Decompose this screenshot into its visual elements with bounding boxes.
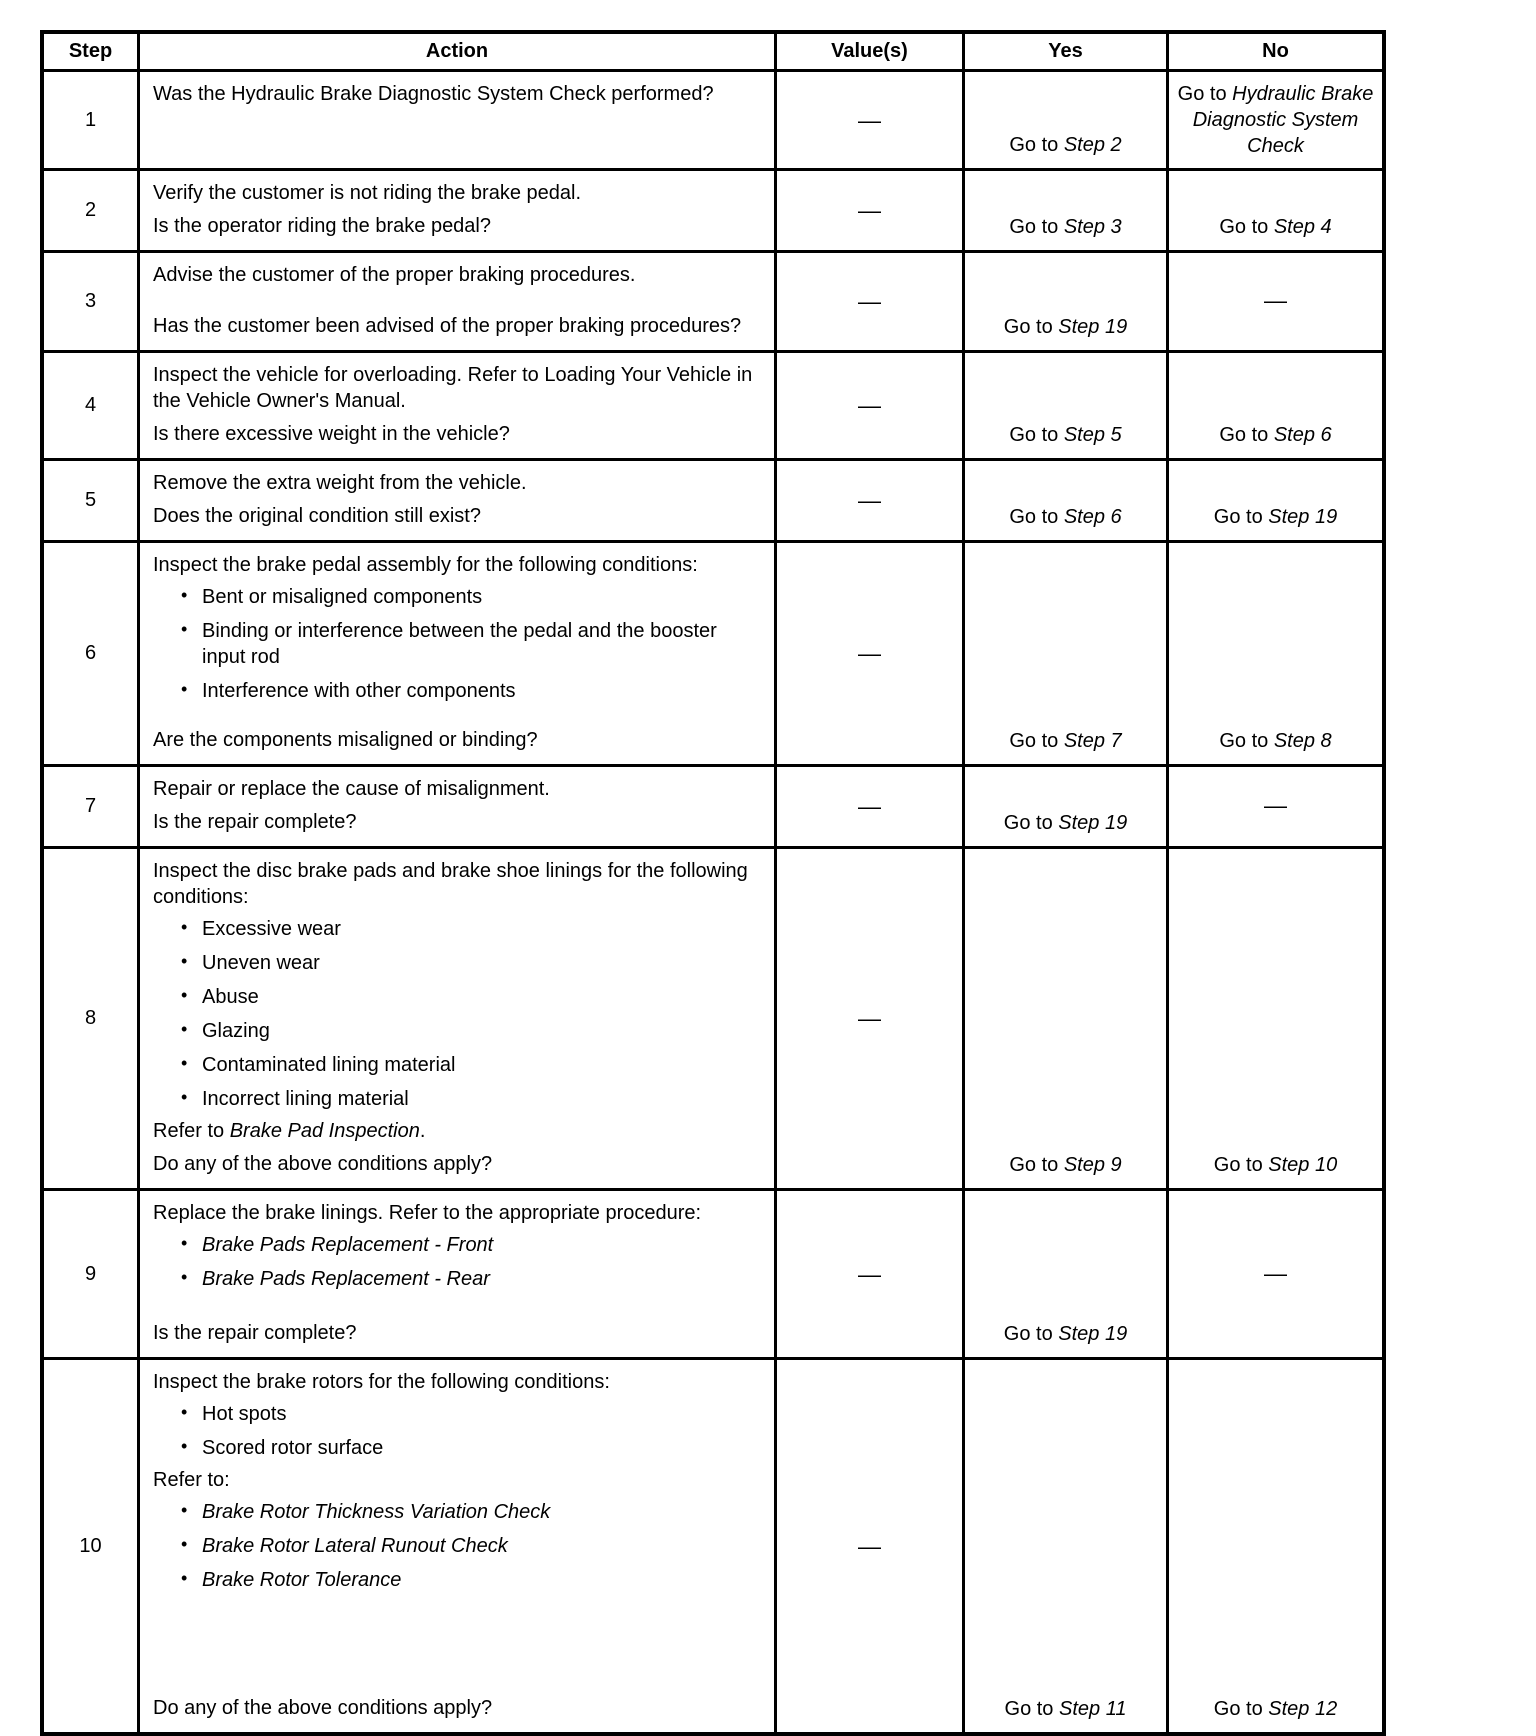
action-cell bbox=[137, 543, 774, 764]
yes-text bbox=[1009, 132, 1121, 158]
action-question bbox=[153, 416, 762, 447]
value-text bbox=[858, 107, 881, 134]
step-cell bbox=[44, 543, 137, 764]
step-number: 9 bbox=[84, 1262, 97, 1285]
values-cell bbox=[774, 849, 962, 1188]
text-segment: Go to bbox=[1003, 316, 1059, 338]
no-cell bbox=[1166, 1360, 1382, 1732]
step-cell bbox=[44, 353, 137, 458]
table-row bbox=[44, 764, 1382, 846]
action-bullet bbox=[181, 1401, 762, 1427]
bullet-text bbox=[202, 950, 762, 976]
action-question bbox=[153, 1146, 762, 1177]
table-row bbox=[44, 540, 1382, 764]
action-cell bbox=[137, 461, 774, 540]
step-cell bbox=[44, 461, 137, 540]
step-cell bbox=[44, 767, 137, 846]
bullet-icon: • bbox=[181, 1267, 188, 1287]
text-segment: Uneven wear bbox=[202, 952, 320, 974]
text-segment: Interference with other components bbox=[202, 680, 516, 702]
italic-text-segment: Brake Pads Replacement - Rear bbox=[202, 1268, 490, 1290]
bullet-text bbox=[202, 618, 762, 670]
action-question bbox=[153, 1315, 762, 1346]
text-segment: Do any of the above conditions apply? bbox=[153, 1697, 493, 1719]
text-segment: Is the repair complete? bbox=[153, 1322, 357, 1344]
no-text bbox=[1219, 214, 1331, 240]
yes-cell bbox=[962, 1360, 1166, 1732]
no-cell bbox=[1166, 72, 1382, 168]
values-cell bbox=[774, 1360, 962, 1732]
action-text bbox=[153, 858, 762, 910]
no-cell bbox=[1166, 461, 1382, 540]
yes-cell bbox=[962, 72, 1166, 168]
values-cell bbox=[774, 72, 962, 168]
value-text bbox=[858, 392, 881, 419]
text-segment: Does the original condition still exist? bbox=[153, 505, 481, 527]
text-segment: — bbox=[858, 793, 881, 819]
action-cell bbox=[137, 1191, 774, 1357]
action-question bbox=[153, 498, 762, 529]
text-segment: — bbox=[858, 1532, 881, 1559]
step-number: 1 bbox=[84, 108, 97, 131]
text-segment: Inspect the disc brake pads and brake shoe linings for the following conditions: bbox=[153, 860, 748, 908]
action-question bbox=[153, 804, 762, 835]
italic-text-segment: Step 6 bbox=[1063, 506, 1122, 528]
text-segment: Go to bbox=[1177, 82, 1233, 105]
values-cell bbox=[774, 1191, 962, 1357]
action-question bbox=[153, 308, 762, 339]
yes-cell bbox=[962, 1191, 1166, 1357]
action-text bbox=[153, 1118, 762, 1144]
italic-text-segment: Step 2 bbox=[1063, 134, 1122, 156]
italic-text-segment: Step 11 bbox=[1059, 1698, 1127, 1720]
action-bullet bbox=[181, 1232, 762, 1258]
action-text bbox=[153, 1200, 762, 1226]
bullet-text bbox=[202, 1266, 762, 1292]
action-question bbox=[153, 722, 762, 753]
action-bullet bbox=[181, 916, 762, 942]
italic-text-segment: Step 19 bbox=[1058, 812, 1128, 834]
bullet-text bbox=[202, 1567, 762, 1593]
step-cell bbox=[44, 1191, 137, 1357]
text-segment: Go to bbox=[1009, 506, 1064, 528]
action-cell bbox=[137, 253, 774, 350]
italic-text-segment: Step 7 bbox=[1063, 730, 1122, 752]
no-cell bbox=[1166, 171, 1382, 250]
text-segment: Go to bbox=[1213, 1698, 1269, 1720]
italic-text-segment: Step 10 bbox=[1268, 1154, 1338, 1176]
italic-text-segment: Brake Rotor Lateral Runout Check bbox=[202, 1535, 508, 1557]
bullet-icon: • bbox=[181, 1053, 188, 1073]
action-bullet bbox=[181, 1086, 762, 1112]
bullet-icon: • bbox=[181, 1568, 188, 1588]
action-bullet bbox=[181, 678, 762, 704]
table-row bbox=[44, 1188, 1382, 1357]
no-text bbox=[1214, 1696, 1337, 1722]
values-cell bbox=[774, 253, 962, 350]
value-text bbox=[858, 1261, 881, 1288]
no-text bbox=[1219, 728, 1331, 754]
yes-text bbox=[1009, 504, 1121, 530]
action-text bbox=[153, 81, 762, 107]
value-text bbox=[858, 487, 881, 514]
italic-text-segment: Brake Pad Inspection bbox=[229, 1120, 420, 1142]
bullet-icon: • bbox=[181, 1402, 188, 1422]
step-number: 4 bbox=[84, 394, 97, 416]
text-segment: Refer to bbox=[153, 1120, 230, 1142]
header-action bbox=[137, 34, 774, 69]
yes-text bbox=[1009, 422, 1121, 448]
bullet-icon: • bbox=[181, 1019, 188, 1039]
text-segment: — bbox=[858, 487, 881, 513]
no-text bbox=[1264, 791, 1287, 821]
text-segment: Contaminated lining material bbox=[202, 1054, 456, 1076]
value-text bbox=[858, 197, 881, 224]
italic-text-segment: Step 6 bbox=[1273, 424, 1332, 446]
bullet-text bbox=[202, 1499, 762, 1525]
values-cell bbox=[774, 543, 962, 764]
yes-text bbox=[1009, 1152, 1121, 1178]
text-segment: Inspect the brake pedal assembly for the following conditions: bbox=[153, 554, 698, 576]
text-segment: Excessive wear bbox=[202, 918, 341, 940]
no-cell bbox=[1166, 353, 1382, 458]
step-cell bbox=[44, 171, 137, 250]
text-segment: Refer to: bbox=[153, 1469, 230, 1491]
table-row bbox=[44, 846, 1382, 1188]
italic-text-segment: Step 19 bbox=[1058, 316, 1128, 338]
text-segment: Go to bbox=[1213, 506, 1269, 528]
action-cell bbox=[137, 849, 774, 1188]
bullet-icon: • bbox=[181, 585, 188, 605]
text-segment: — bbox=[858, 106, 881, 133]
bullet-text bbox=[202, 1401, 762, 1427]
text-segment: Advise the customer of the proper braking procedures. bbox=[153, 264, 636, 286]
text-segment: Go to bbox=[1009, 134, 1064, 156]
text-segment: Verify the customer is not riding the brake pedal. bbox=[153, 182, 582, 204]
text-segment: Remove the extra weight from the vehicle. bbox=[153, 472, 527, 494]
text-segment: Inspect the brake rotors for the following conditions: bbox=[153, 1371, 610, 1393]
action-bullet bbox=[181, 1533, 762, 1559]
values-cell bbox=[774, 171, 962, 250]
diagnostic-table bbox=[40, 30, 1386, 1736]
text-segment: Binding or interference between the pedal and the booster input rod bbox=[202, 620, 717, 668]
yes-text bbox=[1004, 810, 1127, 836]
no-text bbox=[1214, 1152, 1337, 1178]
step-number: 7 bbox=[84, 795, 97, 817]
text-segment: Go to bbox=[1003, 1323, 1059, 1345]
italic-text-segment: Step 19 bbox=[1268, 506, 1338, 528]
italic-text-segment: Step 8 bbox=[1273, 730, 1332, 752]
italic-text-segment: Brake Rotor Thickness Variation Check bbox=[202, 1501, 551, 1523]
text-segment: — bbox=[1264, 287, 1287, 314]
step-number: 8 bbox=[84, 1007, 97, 1029]
header-yes-label: Yes bbox=[1048, 40, 1083, 62]
text-segment: Go to bbox=[1009, 730, 1064, 752]
no-text bbox=[1214, 504, 1337, 530]
text-segment: Is the repair complete? bbox=[153, 811, 357, 833]
bullet-icon: • bbox=[181, 679, 188, 699]
no-text bbox=[1264, 286, 1287, 316]
text-segment: — bbox=[858, 288, 881, 314]
action-text bbox=[153, 1467, 762, 1493]
header-action-label: Action bbox=[425, 40, 489, 62]
italic-text-segment: Step 3 bbox=[1063, 216, 1122, 238]
step-number: 5 bbox=[84, 489, 97, 511]
step-cell bbox=[44, 72, 137, 168]
action-text bbox=[153, 362, 762, 414]
yes-cell bbox=[962, 543, 1166, 764]
table-row bbox=[44, 69, 1382, 168]
values-cell bbox=[774, 767, 962, 846]
bullet-text bbox=[202, 678, 762, 704]
action-text bbox=[153, 776, 762, 802]
step-number: 10 bbox=[79, 1534, 102, 1557]
action-cell bbox=[137, 353, 774, 458]
no-cell bbox=[1166, 543, 1382, 764]
bullet-icon: • bbox=[181, 1436, 188, 1456]
text-segment: Incorrect lining material bbox=[202, 1088, 409, 1110]
value-text bbox=[858, 1005, 881, 1032]
bullet-text bbox=[202, 916, 762, 942]
italic-text-segment: Step 19 bbox=[1058, 1323, 1128, 1345]
action-text bbox=[153, 1369, 762, 1395]
action-bullet bbox=[181, 950, 762, 976]
text-segment: Bent or misaligned components bbox=[202, 586, 483, 608]
action-bullet bbox=[181, 1018, 762, 1044]
no-text bbox=[1264, 1259, 1287, 1289]
text-segment: — bbox=[1264, 1259, 1287, 1286]
yes-text bbox=[1004, 314, 1127, 340]
text-segment: — bbox=[858, 640, 881, 666]
text-segment: Replace the brake linings. Refer to the appropriate procedure: bbox=[153, 1202, 702, 1224]
action-cell bbox=[137, 72, 774, 168]
step-number: 2 bbox=[84, 199, 97, 221]
text-segment: — bbox=[858, 1260, 881, 1287]
text-segment: Abuse bbox=[202, 986, 259, 1008]
bullet-text bbox=[202, 1018, 762, 1044]
bullet-icon: • bbox=[181, 951, 188, 971]
action-bullet bbox=[181, 1435, 762, 1461]
no-cell bbox=[1166, 767, 1382, 846]
step-number: 3 bbox=[84, 290, 97, 312]
italic-text-segment: Hydraulic Brake Diagnostic System Check bbox=[1192, 82, 1374, 157]
action-question bbox=[153, 1690, 762, 1721]
text-segment: Repair or replace the cause of misalignment. bbox=[153, 778, 550, 800]
text-segment: Was the Hydraulic Brake Diagnostic System Check performed? bbox=[153, 83, 714, 105]
table-row bbox=[44, 350, 1382, 458]
action-text bbox=[153, 552, 762, 578]
header-no-label: No bbox=[1262, 40, 1289, 62]
yes-text bbox=[1009, 728, 1121, 754]
bullet-icon: • bbox=[181, 917, 188, 937]
value-text bbox=[858, 793, 881, 820]
action-bullet bbox=[181, 1567, 762, 1593]
header-values bbox=[774, 34, 962, 69]
yes-cell bbox=[962, 253, 1166, 350]
values-cell bbox=[774, 353, 962, 458]
header-step-label: Step bbox=[68, 40, 113, 62]
yes-cell bbox=[962, 353, 1166, 458]
text-segment: Go to bbox=[1004, 1698, 1059, 1720]
text-segment: Do any of the above conditions apply? bbox=[153, 1153, 493, 1175]
bullet-text bbox=[202, 584, 762, 610]
bullet-text bbox=[202, 1086, 762, 1112]
bullet-icon: • bbox=[181, 1233, 188, 1253]
header-values-label: Value(s) bbox=[831, 40, 908, 62]
text-segment: Go to bbox=[1009, 424, 1064, 446]
yes-text bbox=[1004, 1321, 1127, 1347]
text-segment: — bbox=[858, 197, 881, 223]
value-text bbox=[858, 640, 881, 667]
text-segment: Inspect the vehicle for overloading. Refer to Loading Your Vehicle in the Vehicle Owner's Manual. bbox=[153, 364, 753, 412]
no-text bbox=[1176, 81, 1375, 159]
yes-cell bbox=[962, 461, 1166, 540]
action-cell bbox=[137, 767, 774, 846]
text-segment: Go to bbox=[1219, 424, 1274, 446]
header-no bbox=[1166, 34, 1382, 69]
table-header-row bbox=[44, 34, 1382, 69]
italic-text-segment: Brake Pads Replacement - Front bbox=[202, 1234, 494, 1256]
bullet-text bbox=[202, 984, 762, 1010]
bullet-icon: • bbox=[181, 1500, 188, 1520]
text-segment: Has the customer been advised of the proper braking procedures? bbox=[153, 315, 742, 337]
no-cell bbox=[1166, 1191, 1382, 1357]
action-text bbox=[153, 180, 762, 206]
text-segment: Go to bbox=[1219, 216, 1274, 238]
italic-text-segment: Brake Rotor Tolerance bbox=[202, 1569, 402, 1591]
table-row bbox=[44, 250, 1382, 350]
action-bullet bbox=[181, 984, 762, 1010]
value-text bbox=[858, 288, 881, 315]
text-segment: Are the components misaligned or binding? bbox=[153, 729, 538, 751]
table-row bbox=[44, 1357, 1382, 1732]
text-segment: — bbox=[858, 1005, 881, 1031]
text-segment: Go to bbox=[1213, 1154, 1269, 1176]
action-bullet bbox=[181, 584, 762, 610]
header-yes bbox=[962, 34, 1166, 69]
text-segment: . bbox=[419, 1120, 426, 1142]
step-number: 6 bbox=[84, 642, 97, 664]
text-segment: Hot spots bbox=[202, 1403, 287, 1425]
action-cell bbox=[137, 171, 774, 250]
table-row bbox=[44, 458, 1382, 540]
bullet-text bbox=[202, 1533, 762, 1559]
yes-cell bbox=[962, 849, 1166, 1188]
text-segment: Is the operator riding the brake pedal? bbox=[153, 215, 491, 237]
text-segment: — bbox=[1264, 792, 1287, 819]
text-segment: Scored rotor surface bbox=[202, 1437, 384, 1459]
step-cell bbox=[44, 253, 137, 350]
bullet-icon: • bbox=[181, 1534, 188, 1554]
yes-cell bbox=[962, 767, 1166, 846]
text-segment: Go to bbox=[1003, 812, 1059, 834]
yes-text bbox=[1005, 1696, 1127, 1722]
values-cell bbox=[774, 461, 962, 540]
italic-text-segment: Step 4 bbox=[1273, 216, 1332, 238]
table-row bbox=[44, 168, 1382, 250]
action-text bbox=[153, 470, 762, 496]
header-step bbox=[44, 34, 137, 69]
yes-text bbox=[1009, 214, 1121, 240]
text-segment: Glazing bbox=[202, 1020, 270, 1042]
no-cell bbox=[1166, 253, 1382, 350]
value-text bbox=[858, 1533, 881, 1560]
text-segment: Go to bbox=[1219, 730, 1274, 752]
action-bullet bbox=[181, 1266, 762, 1292]
bullet-text bbox=[202, 1435, 762, 1461]
action-bullet bbox=[181, 1499, 762, 1525]
action-cell bbox=[137, 1360, 774, 1732]
action-bullet bbox=[181, 618, 762, 670]
text-segment: Go to bbox=[1009, 1154, 1064, 1176]
bullet-text bbox=[202, 1052, 762, 1078]
text-segment: Is there excessive weight in the vehicle? bbox=[153, 423, 510, 445]
action-bullet bbox=[181, 1052, 762, 1078]
step-cell bbox=[44, 1360, 137, 1732]
italic-text-segment: Step 5 bbox=[1063, 424, 1122, 446]
step-cell bbox=[44, 849, 137, 1188]
text-segment: Go to bbox=[1009, 216, 1064, 238]
yes-cell bbox=[962, 171, 1166, 250]
action-question bbox=[153, 208, 762, 239]
italic-text-segment: Step 12 bbox=[1268, 1698, 1338, 1720]
bullet-icon: • bbox=[181, 985, 188, 1005]
action-text bbox=[153, 262, 762, 288]
no-text bbox=[1219, 422, 1331, 448]
bullet-icon: • bbox=[181, 619, 188, 639]
italic-text-segment: Step 9 bbox=[1063, 1154, 1122, 1176]
no-cell bbox=[1166, 849, 1382, 1188]
bullet-text bbox=[202, 1232, 762, 1258]
bullet-icon: • bbox=[181, 1087, 188, 1107]
text-segment: — bbox=[858, 392, 881, 418]
